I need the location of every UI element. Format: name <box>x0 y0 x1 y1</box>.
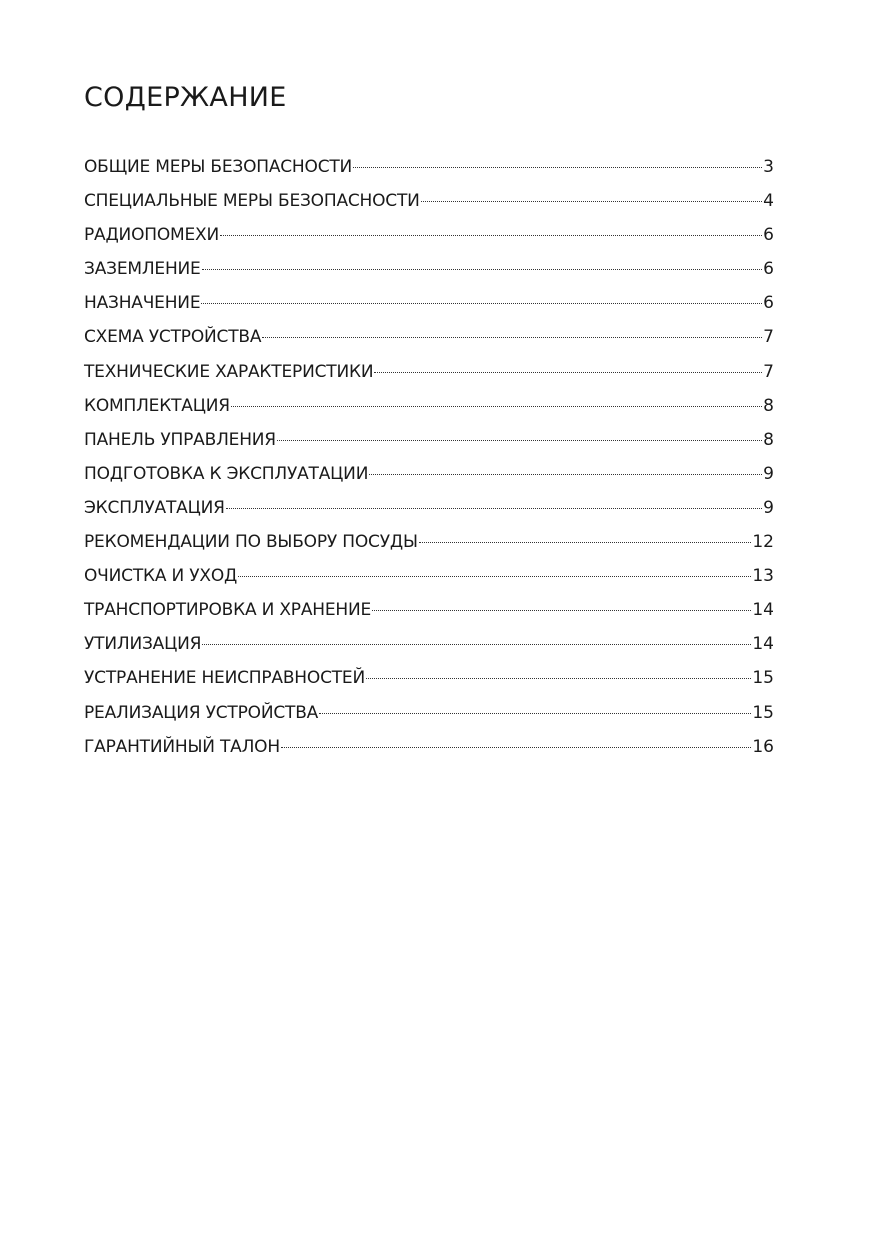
toc-entry-page: 16 <box>752 736 774 757</box>
toc-entry-label: ОБЩИЕ МЕРЫ БЕЗОПАСНОСТИ <box>84 157 353 177</box>
toc-dot-leader <box>202 269 763 270</box>
toc-entry-label: ПОДГОТОВКА К ЭКСПЛУАТАЦИИ <box>84 463 369 484</box>
toc-entry-page: 14 <box>752 600 774 621</box>
toc-entry-page: 3 <box>763 157 774 177</box>
toc-dot-leader <box>202 644 751 645</box>
toc-entry-page: 8 <box>763 429 774 450</box>
toc-entry[interactable] <box>84 699 774 733</box>
toc-entry[interactable] <box>84 358 774 392</box>
toc-entry-page: 7 <box>763 361 774 382</box>
toc-entry-label: НАЗНАЧЕНИЕ <box>84 293 201 314</box>
toc-entry[interactable] <box>84 426 774 460</box>
toc-dot-leader <box>281 747 751 748</box>
toc-entry[interactable] <box>84 733 774 767</box>
toc-entry[interactable] <box>84 392 774 426</box>
toc-entry-label: ЭКСПЛУАТАЦИЯ <box>84 497 225 518</box>
toc-entry[interactable] <box>84 289 774 323</box>
toc-entry-page: 7 <box>763 327 774 348</box>
toc-entry-page: 4 <box>763 191 774 212</box>
toc-entry-label: ОЧИСТКА И УХОД <box>84 566 238 587</box>
toc-dot-leader <box>220 235 762 236</box>
toc-entry-page: 6 <box>763 259 774 280</box>
toc-dot-leader <box>372 610 751 611</box>
toc-entry[interactable] <box>84 596 774 630</box>
toc-entry-label: ТЕХНИЧЕСКИЕ ХАРАКТЕРИСТИКИ <box>84 361 374 382</box>
toc-entry-label: СХЕМА УСТРОЙСТВА <box>84 327 262 348</box>
toc-entry[interactable] <box>84 323 774 357</box>
toc-entry[interactable] <box>84 221 774 255</box>
toc-entry-page: 15 <box>752 668 774 689</box>
toc-entry-label: УТИЛИЗАЦИЯ <box>84 634 202 655</box>
toc-entry[interactable] <box>84 664 774 698</box>
toc-entry-label: СПЕЦИАЛЬНЫЕ МЕРЫ БЕЗОПАСНОСТИ <box>84 191 420 212</box>
toc-dot-leader <box>369 474 762 475</box>
toc-dot-leader <box>366 678 751 679</box>
toc-entry-label: РЕАЛИЗАЦИЯ УСТРОЙСТВА <box>84 702 319 723</box>
page-title: СОДЕРЖАНИЕ <box>84 82 287 113</box>
toc-entry-label: ПАНЕЛЬ УПРАВЛЕНИЯ <box>84 429 276 450</box>
toc-dot-leader <box>319 713 751 714</box>
toc-dot-leader <box>238 576 751 577</box>
toc-entry-page: 12 <box>752 532 774 553</box>
toc-entry-page: 13 <box>752 566 774 587</box>
toc-entry-label: ЗАЗЕМЛЕНИЕ <box>84 259 201 280</box>
toc-entry-label: КОМПЛЕКТАЦИЯ <box>84 395 230 416</box>
toc-entry-label: УСТРАНЕНИЕ НЕИСПРАВНОСТЕЙ <box>84 668 365 689</box>
toc-entry-page: 9 <box>763 497 774 518</box>
table-of-contents <box>84 153 774 767</box>
toc-dot-leader <box>201 303 762 304</box>
toc-entry-page: 6 <box>763 225 774 246</box>
toc-entry-page: 6 <box>763 293 774 314</box>
toc-dot-leader <box>231 406 762 407</box>
toc-entry-page: 15 <box>752 702 774 723</box>
toc-entry-label: ГАРАНТИЙНЫЙ ТАЛОН <box>84 736 280 757</box>
toc-entry[interactable] <box>84 255 774 289</box>
toc-entry[interactable] <box>84 562 774 596</box>
toc-entry[interactable] <box>84 187 774 221</box>
toc-dot-leader <box>277 440 762 441</box>
toc-entry-label: РАДИОПОМЕХИ <box>84 225 219 246</box>
toc-entry[interactable] <box>84 460 774 494</box>
toc-entry[interactable] <box>84 494 774 528</box>
toc-dot-leader <box>226 508 762 509</box>
toc-dot-leader <box>353 167 762 168</box>
toc-entry[interactable] <box>84 153 774 187</box>
toc-entry-page: 9 <box>763 463 774 484</box>
toc-entry-page: 8 <box>763 395 774 416</box>
toc-dot-leader <box>421 201 762 202</box>
toc-entry[interactable] <box>84 630 774 664</box>
toc-dot-leader <box>419 542 752 543</box>
toc-entry-page: 14 <box>752 634 774 655</box>
toc-entry[interactable] <box>84 528 774 562</box>
toc-dot-leader <box>374 372 762 373</box>
toc-dot-leader <box>262 337 762 338</box>
toc-entry-label: ТРАНСПОРТИРОВКА И ХРАНЕНИЕ <box>84 600 372 621</box>
toc-entry-label: РЕКОМЕНДАЦИИ ПО ВЫБОРУ ПОСУДЫ <box>84 532 418 553</box>
